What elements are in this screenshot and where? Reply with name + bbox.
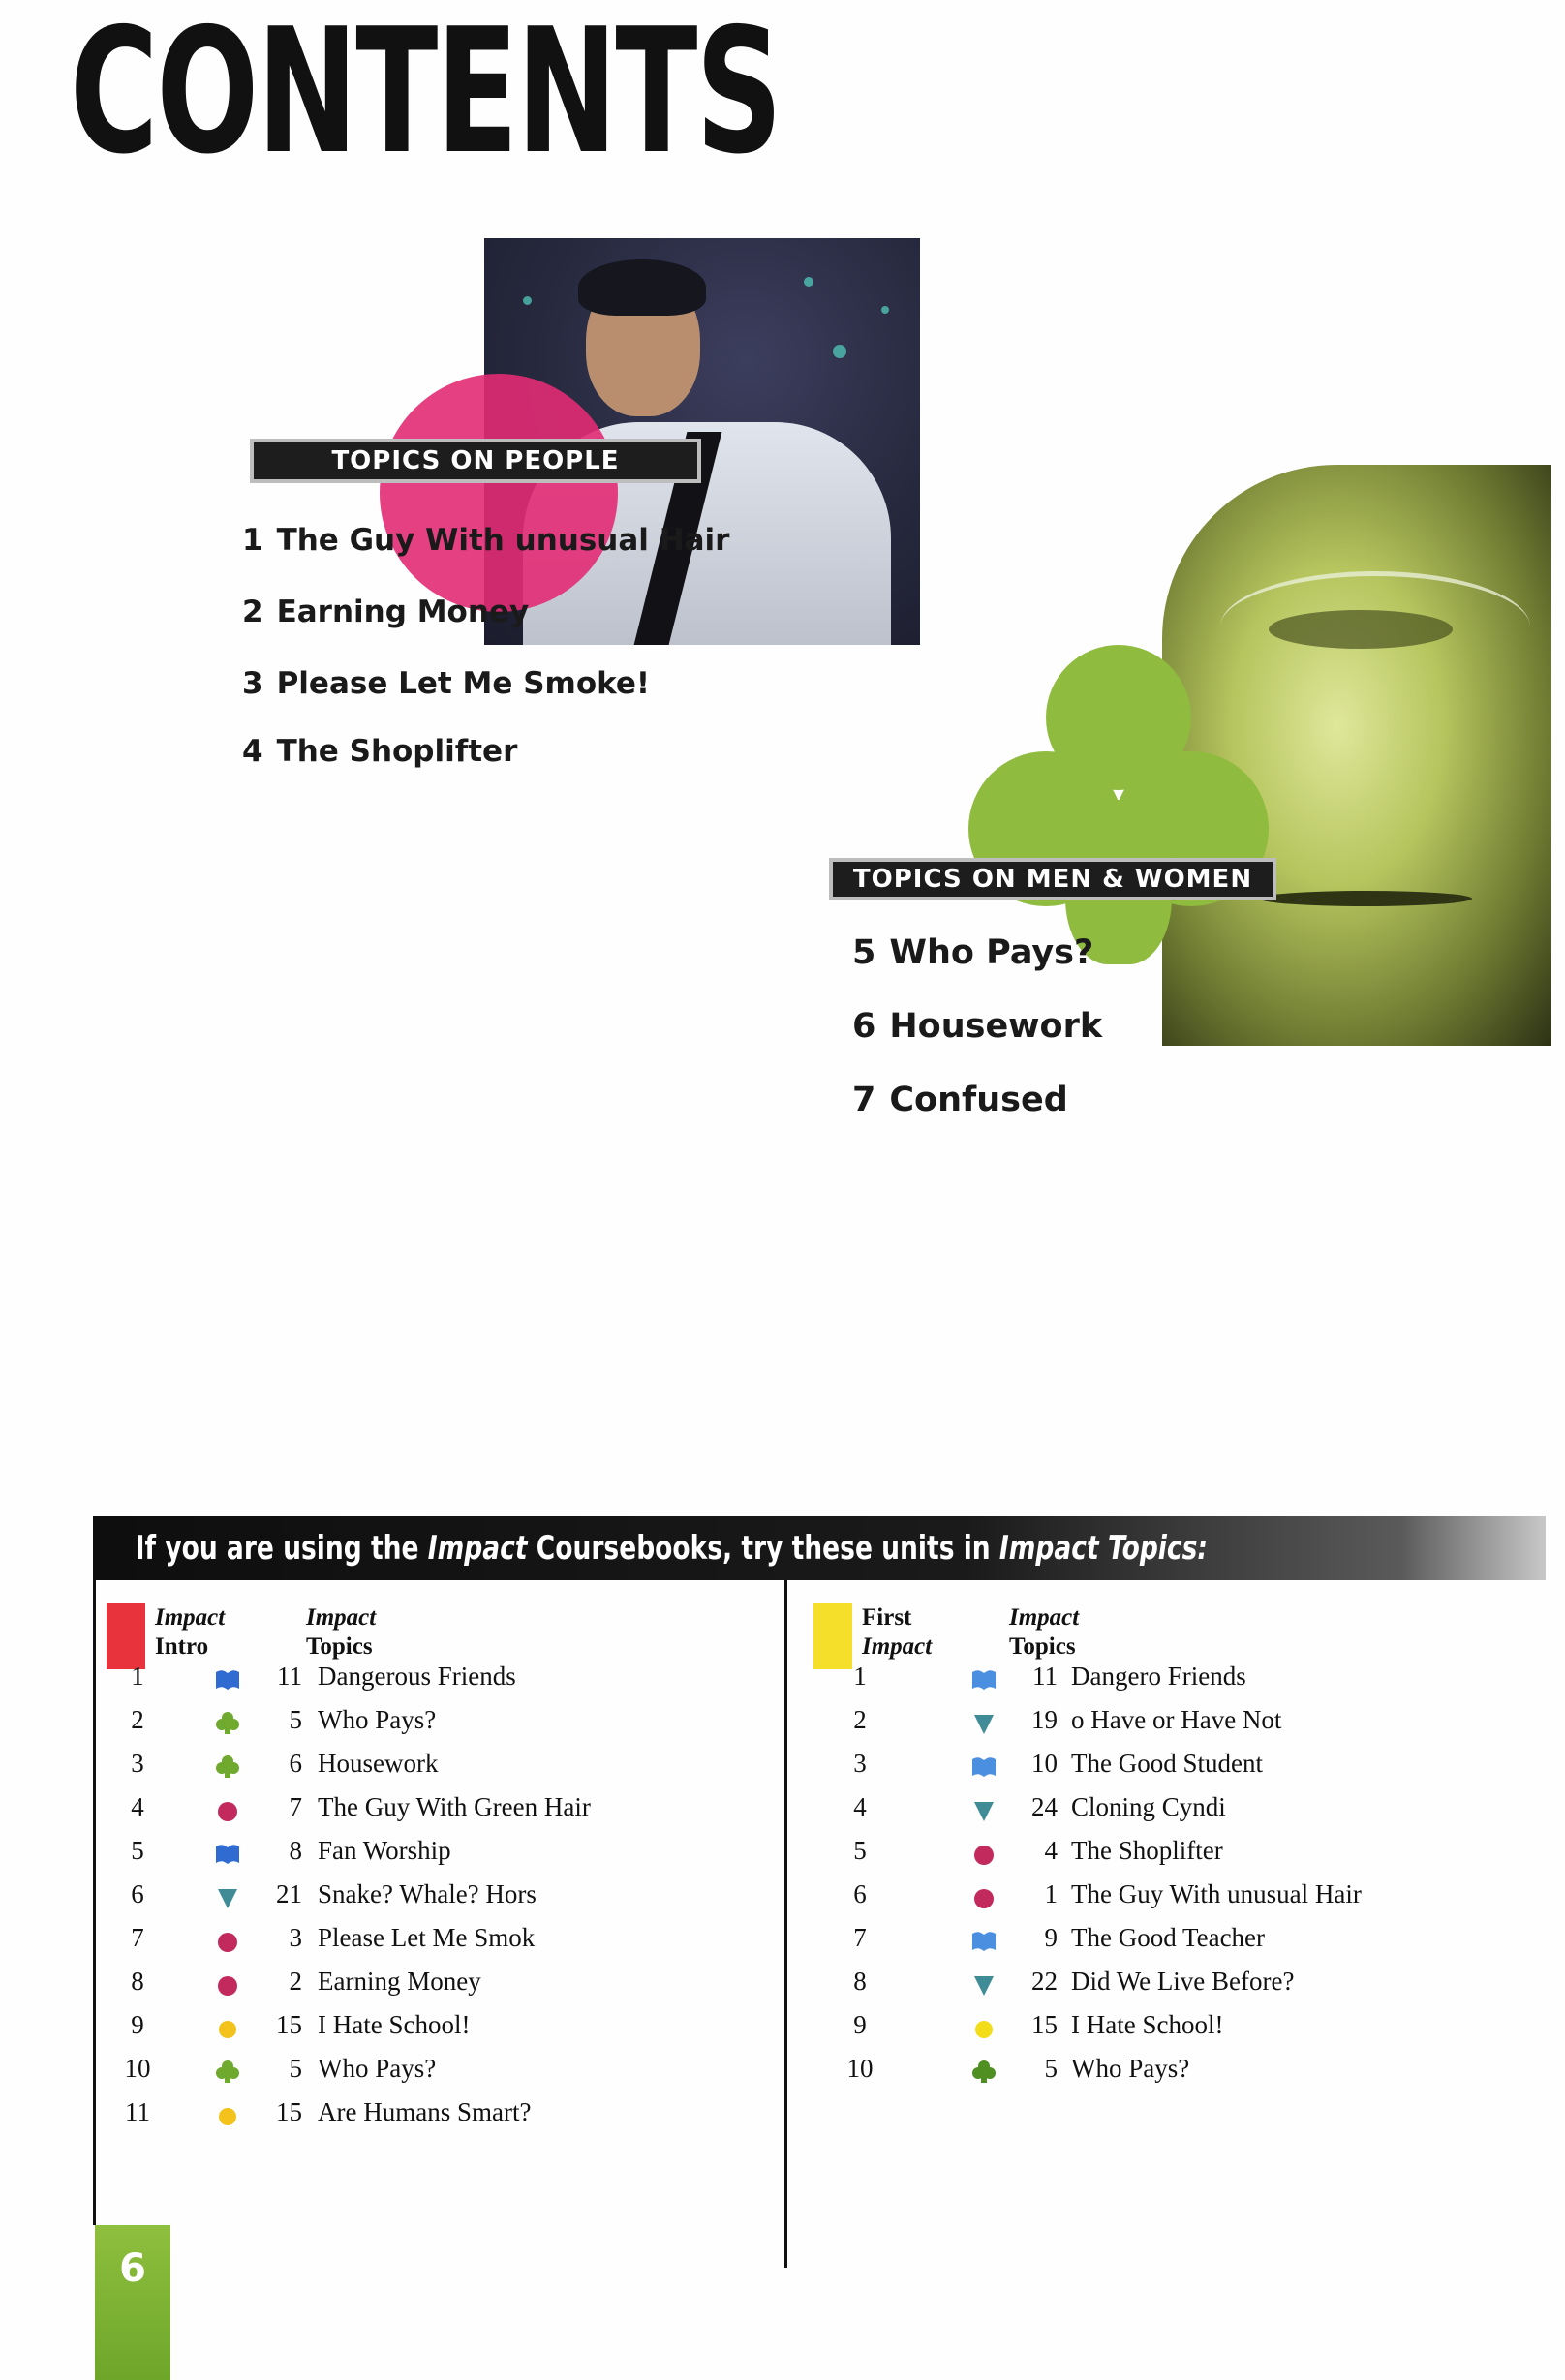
triangle-icon [971, 1972, 997, 2004]
topic-item[interactable]: 6 Housework [852, 1007, 1103, 1046]
topics-unit-title: Cloning Cyndi [1071, 1792, 1226, 1821]
topics-unit-number: 19 [1031, 1705, 1058, 1734]
clover-icon [215, 1754, 240, 1786]
topics-unit-number: 11 [1032, 1662, 1058, 1691]
men-women-section-header: TOPICS ON MEN & WOMEN [829, 858, 1276, 900]
coursebook-unit-number: 5 [853, 1836, 867, 1865]
sun-icon [971, 2016, 997, 2048]
photo-speck [833, 345, 846, 358]
coursebook-unit-number: 8 [853, 1967, 867, 1996]
coursebook-unit-number: 9 [853, 2010, 867, 2039]
circle-icon [215, 1798, 240, 1830]
coursebook-unit-number: 5 [131, 1836, 144, 1865]
topics-unit-title: o Have or Have Not [1071, 1705, 1282, 1734]
clover-icon [971, 2060, 997, 2091]
book-icon [215, 1667, 240, 1699]
photo-speck [804, 277, 813, 287]
triangle-icon [971, 1711, 997, 1743]
topics-unit-number: 24 [1031, 1792, 1058, 1821]
topics-unit-number: 21 [276, 1879, 302, 1908]
topics-unit-title: The Good Teacher [1071, 1923, 1266, 1952]
topics-unit-number: 15 [276, 2010, 302, 2039]
topics-unit-title: The Good Student [1071, 1749, 1263, 1778]
topics-unit-number: 9 [1044, 1923, 1058, 1952]
coursebook-unit-number: 7 [131, 1923, 144, 1952]
coursebook-unit-number: 7 [853, 1923, 867, 1952]
topic-item[interactable]: 2 Earning Money [242, 595, 530, 629]
topic-item[interactable]: 1 The Guy With unusual Hair [242, 523, 730, 558]
topics-unit-title: Who Pays? [318, 1705, 437, 1734]
triangle-icon [215, 1885, 240, 1917]
clover-icon [215, 2060, 240, 2091]
left-topics-heading: Impact Topics [306, 1604, 377, 1660]
coursebook-unit-number: 1 [131, 1662, 144, 1691]
coursebook-unit-number: 4 [853, 1792, 867, 1821]
topics-unit-title: The Guy With unusual Hair [1071, 1879, 1362, 1908]
topics-unit-title: Fan Worship [318, 1836, 451, 1865]
topics-unit-number: 3 [289, 1923, 302, 1952]
right-book-heading: First Impact [862, 1604, 933, 1660]
topics-unit-number: 2 [289, 1967, 302, 1996]
circle-icon [971, 1842, 997, 1874]
coursebook-unit-number: 10 [124, 2054, 151, 2083]
topics-unit-title: Dangerous Friends [318, 1662, 516, 1691]
topics-unit-number: 15 [1031, 2010, 1058, 2039]
topics-unit-number: 7 [289, 1792, 302, 1821]
sun-icon [215, 2103, 240, 2135]
circle-icon [215, 1929, 240, 1961]
photo-eye [1269, 610, 1453, 649]
triangle-icon [971, 1798, 997, 1830]
topics-unit-number: 4 [1044, 1836, 1058, 1865]
topic-item[interactable]: 7 Confused [852, 1081, 1068, 1119]
coursebook-unit-number: 4 [131, 1792, 144, 1821]
coursebook-unit-number: 6 [131, 1879, 144, 1908]
green-clover-decoration [968, 645, 1269, 964]
topics-unit-title: I Hate School! [1071, 2010, 1224, 2039]
table-column-divider [784, 1580, 787, 2268]
topics-unit-title: Snake? Whale? Hors [318, 1879, 537, 1908]
left-book-heading: Impact Intro [155, 1604, 226, 1660]
circle-icon [215, 1972, 240, 2004]
book-icon [971, 1929, 997, 1961]
book-icon [215, 1842, 240, 1874]
topics-unit-title: Who Pays? [1071, 2054, 1190, 2083]
topic-item[interactable]: 5 Who Pays? [852, 933, 1094, 972]
topics-unit-title: Did We Live Before? [1071, 1967, 1295, 1996]
page-title: CONTENTS [70, 0, 781, 192]
topics-unit-number: 5 [289, 2054, 302, 2083]
photo-hair [578, 259, 706, 316]
coursebook-unit-number: 3 [131, 1749, 144, 1778]
photo-speck [523, 296, 532, 305]
clover-icon [215, 1711, 240, 1743]
coursebook-unit-number: 11 [125, 2097, 150, 2126]
coursebook-unit-number: 2 [853, 1705, 867, 1734]
topics-unit-title: Earning Money [318, 1967, 481, 1996]
topics-unit-title: The Shoplifter [1071, 1836, 1223, 1865]
topics-unit-number: 5 [1044, 2054, 1058, 2083]
topics-unit-title: Who Pays? [318, 2054, 437, 2083]
topics-unit-number: 10 [1031, 1749, 1058, 1778]
topics-unit-title: Please Let Me Smok [318, 1923, 536, 1952]
topics-unit-title: Housework [318, 1749, 439, 1778]
topics-unit-number: 11 [277, 1662, 302, 1691]
photo-speck [881, 306, 889, 314]
page-number-tab: 6 [95, 2225, 170, 2380]
book-icon [971, 1667, 997, 1699]
circle-icon [971, 1885, 997, 1917]
coursebook-unit-number: 1 [853, 1662, 867, 1691]
topics-unit-number: 15 [276, 2097, 302, 2126]
impact-intro-cover-icon [107, 1603, 145, 1669]
topics-unit-number: 6 [289, 1749, 302, 1778]
photo-mouth [1259, 891, 1472, 906]
first-impact-cover-icon [813, 1603, 852, 1669]
coursebook-unit-number: 8 [131, 1967, 144, 1996]
pink-circle-decoration [380, 374, 618, 612]
coursebook-unit-number: 9 [131, 2010, 144, 2039]
topics-unit-number: 22 [1031, 1967, 1058, 1996]
topics-unit-number: 8 [289, 1836, 302, 1865]
coursebook-unit-number: 2 [131, 1705, 144, 1734]
topics-unit-title: The Guy With Green Hair [318, 1792, 591, 1821]
topics-unit-number: 5 [289, 1705, 302, 1734]
topics-unit-title: I Hate School! [318, 2010, 471, 2039]
table-left-border [93, 1580, 96, 2225]
coursebook-crossref-banner: If you are using the Impact Coursebooks, try these units in Impact Topics: [93, 1516, 1546, 1580]
sun-icon [215, 2016, 240, 2048]
topics-unit-title: Are Humans Smart? [318, 2097, 532, 2126]
right-topics-heading: Impact Topics [1009, 1604, 1080, 1660]
topics-unit-title: Dangero Friends [1071, 1662, 1246, 1691]
book-icon [971, 1754, 997, 1786]
topics-unit-number: 1 [1044, 1879, 1058, 1908]
coursebook-unit-number: 10 [846, 2054, 874, 2083]
coursebook-unit-number: 6 [853, 1879, 867, 1908]
topic-item[interactable]: 4 The Shoplifter [242, 734, 518, 769]
topic-item[interactable]: 3 Please Let Me Smoke! [242, 666, 651, 701]
people-section-header: TOPICS ON PEOPLE [250, 439, 701, 483]
coursebook-unit-number: 3 [853, 1749, 867, 1778]
